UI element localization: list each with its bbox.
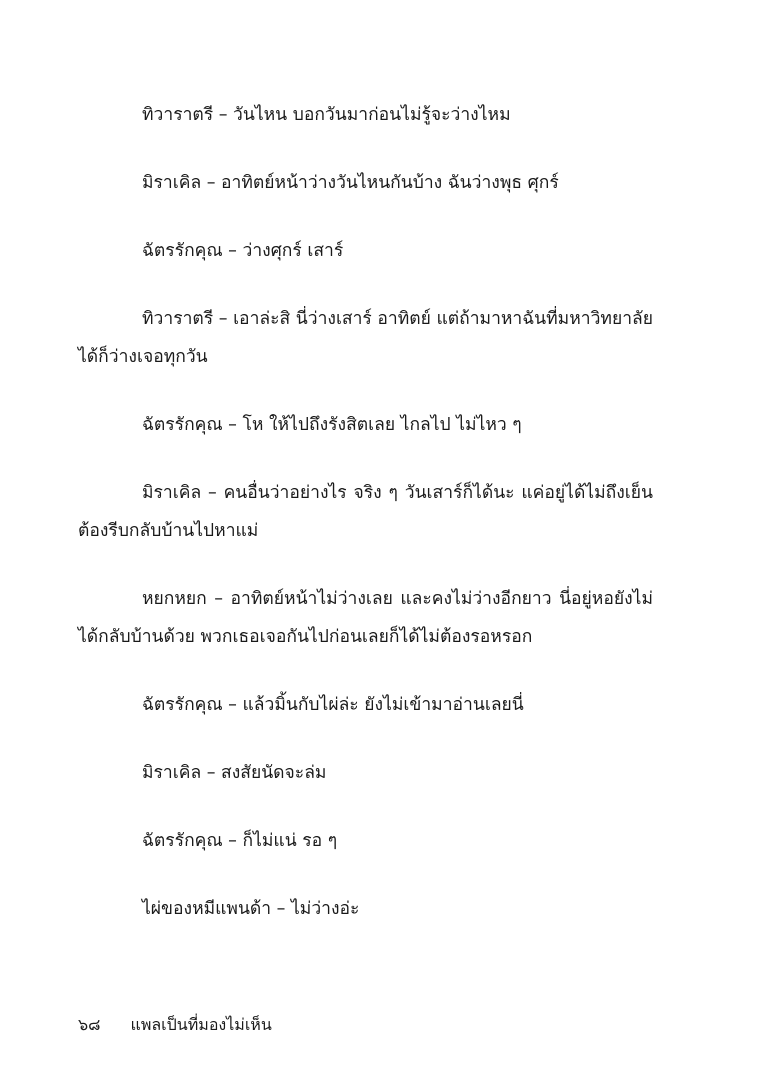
dialogue-line: ฉัตรรักคุณ – ว่างศุกร์ เสาร์ — [142, 241, 344, 261]
dialogue-line: หยกหยก – อาทิตย์หน้าไม่ว่างเลย และคงไม่ว่างอีกยาว นี่อยู่หอยังไม่ได้กลับบ้านด้วย พวกเธอเจอกันไปก่อนเลยก็ได้ไม่ต้องรอหรอก — [78, 589, 653, 647]
dialogue-line: มิราเคิล – คนอื่นว่าอย่างไร จริง ๆ วันเสาร์ก็ได้นะ แค่อยู่ได้ไม่ถึงเย็นต้องรีบกลับบ้านไปหาแม่ — [78, 483, 653, 541]
dialogue-line: มิราเคิล – อาทิตย์หน้าว่างวันไหนกันบ้าง ฉันว่างพุธ ศุกร์ — [142, 173, 559, 193]
dialogue-line: ฉัตรรักคุณ – แล้วมิ้นกับไผ่ล่ะ ยังไม่เข้ามาอ่านเลยนี่ — [142, 695, 524, 715]
dialogue-body — [78, 96, 653, 958]
dialogue-line: ฉัตรรักคุณ – โห ให้ไปถึงรังสิตเลย ไกลไป ไม่ไหว ๆ — [142, 415, 522, 435]
page-footer — [78, 1013, 272, 1037]
dialogue-line: ฉัตรรักคุณ – ก็ไม่แน่ รอ ๆ — [142, 831, 338, 851]
dialogue-line: ไผ่ของหมีแพนด้า – ไม่ว่างอ่ะ — [142, 899, 360, 919]
running-title: แพลเป็นที่มองไม่เห็น — [130, 1015, 272, 1034]
page-number: ๖๘ — [78, 1015, 101, 1034]
dialogue-line: ทิวาราตรี – วันไหน บอกวันมาก่อนไม่รู้จะว่างไหม — [142, 105, 511, 125]
dialogue-line: มิราเคิล – สงสัยนัดจะล่ม — [142, 763, 327, 783]
dialogue-line: ทิวาราตรี – เอาล่ะสิ นี่ว่างเสาร์ อาทิตย์ แต่ถ้ามาหาฉันที่มหาวิทยาลัยได้ก็ว่างเจอทุกวัน — [78, 309, 653, 367]
